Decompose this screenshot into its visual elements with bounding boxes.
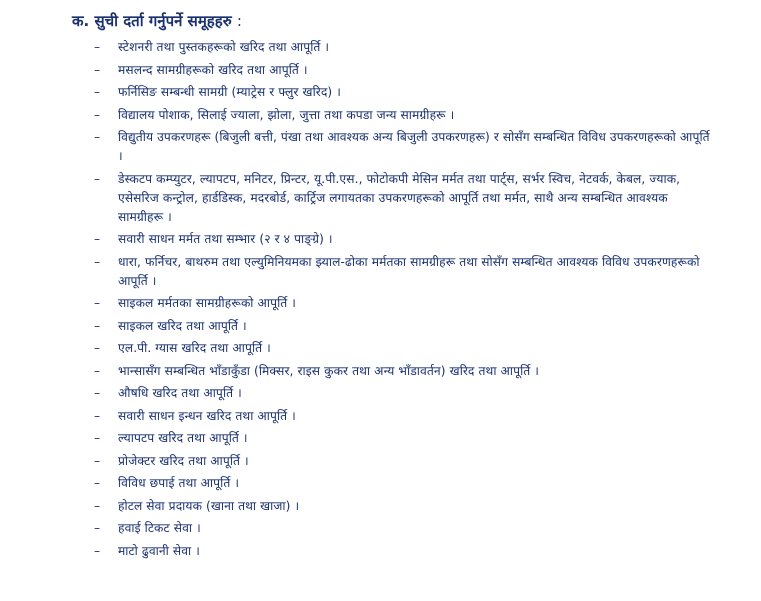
dash-bullet-icon: – <box>94 232 101 246</box>
dash-bullet-icon: – <box>94 62 101 77</box>
list-item-text: ल्यापटप खरिद तथा आपूर्ति । <box>118 431 248 445</box>
dash-bullet-icon: – <box>94 476 101 490</box>
list-item <box>94 128 714 166</box>
dash-bullet-icon: – <box>94 318 101 333</box>
dash-bullet-icon: – <box>94 431 101 445</box>
list-item-text: हवाई टिकट सेवा । <box>118 521 201 535</box>
list-item-text: सवारी साधन इन्धन खरिद तथा आपूर्ति । <box>118 408 296 423</box>
list-item <box>94 106 714 125</box>
list-item <box>94 230 714 249</box>
section-heading-text: क. सुची दर्ता गर्नुपर्ने समूहहरु <box>72 12 232 30</box>
dash-bullet-icon: – <box>94 408 101 423</box>
list-item-text: साइकल खरिद तथा आपूर्ति । <box>118 318 247 333</box>
dash-bullet-icon: – <box>94 107 101 122</box>
list-item-text: होटल सेवा प्रदायक (खाना तथा खाजा) । <box>118 498 300 513</box>
list-item <box>94 83 714 102</box>
list-item-text: विद्युतीय उपकरणहरू (बिजुली बत्ती, पंखा तथा आवश्यक अन्य बिजुली उपकरणहरू) र सोसँग सम्बन्धित विविध उपकरणहरूको आपूर्ति । <box>118 130 710 163</box>
dash-bullet-icon: – <box>94 85 101 99</box>
dash-bullet-icon: – <box>94 341 101 355</box>
list-item <box>94 170 714 227</box>
dash-bullet-icon: – <box>94 254 101 269</box>
list-item-text: औषधि खरिद तथा आपूर्ति । <box>118 386 242 400</box>
dash-bullet-icon: – <box>94 296 101 310</box>
list-item <box>94 429 714 448</box>
list-item-text: फर्निसिङ सम्बन्धी सामग्री (म्याट्रेस र फ्लुर खरिद) । <box>118 85 341 99</box>
list-item <box>94 294 714 313</box>
list-item-text: प्रोजेक्टर खरिद तथा आपूर्ति । <box>118 453 249 468</box>
procurement-category-list <box>94 38 714 564</box>
dash-bullet-icon: – <box>94 498 101 513</box>
dash-bullet-icon: – <box>94 521 101 535</box>
list-item <box>94 452 714 471</box>
list-item <box>94 61 714 80</box>
list-item-text: विद्यालय पोशाक, सिलाई ज्याला, झोला, जुत्ता तथा कपडा जन्य सामग्रीहरू । <box>118 107 455 122</box>
list-item-text: सवारी साधन मर्मत तथा सम्भार (२ र ४ पाङ्ग्रे) । <box>118 232 333 246</box>
list-item-text: डेस्कटप कम्प्युटर, ल्यापटप, मनिटर, प्रिन्टर, यू.पी.एस., फोटोकपी मेसिन मर्मत तथा पार्ट्स, सर्भर स्विच, नेटवर्क, केबल, ज्याक, एसेसरिज कन्ट्रोल, हार्डडिस्क, मदरबोर्ड, कार्ट्रिज लगायतका उपकरणहरूको आपूर्ति तथा मर्मत, साथै अन्य सम्बन्धित आवश्यक सामग्रीहरू । <box>118 171 681 224</box>
section-heading-colon: : <box>236 12 242 30</box>
dash-bullet-icon: – <box>94 453 101 468</box>
dash-bullet-icon: – <box>94 130 101 144</box>
list-item-text: मसलन्द सामग्रीहरूको खरिद तथा आपूर्ति । <box>118 62 308 77</box>
dash-bullet-icon: – <box>94 363 101 378</box>
list-item <box>94 407 714 426</box>
dash-bullet-icon: – <box>94 543 101 558</box>
list-item-text: स्टेशनरी तथा पुस्तकहरूको खरिद तथा आपूर्ति । <box>118 40 330 54</box>
dash-bullet-icon: – <box>94 386 101 400</box>
dash-bullet-icon: – <box>94 40 101 54</box>
list-item-text: भान्सासँग सम्बन्धित भाँडाकुँडा (मिक्सर, राइस कुकर तथा अन्य भाँडावर्तन) खरिद तथा आपूर्ति । <box>118 363 540 378</box>
list-item <box>94 542 714 561</box>
list-item <box>94 362 714 381</box>
list-item <box>94 519 714 538</box>
list-item-text: विविध छपाई तथा आपूर्ति । <box>118 476 240 490</box>
list-item <box>94 38 714 57</box>
list-item-text: माटो ढुवानी सेवा । <box>118 543 200 558</box>
list-item <box>94 384 714 403</box>
list-item <box>94 317 714 336</box>
list-item-text: धारा, फर्निचर, बाथरुम तथा एल्युमिनियमका झ्याल-ढोका मर्मतका सामग्रीहरू तथा सोसँग सम्बन्धित आवश्यक विविध उपकरणहरूको आपूर्ति । <box>118 254 700 288</box>
dash-bullet-icon: – <box>94 171 101 186</box>
list-item-text: साइकल मर्मतका सामग्रीहरूको आपूर्ति । <box>118 296 297 310</box>
list-item-text: एल.पी. ग्यास खरिद तथा आपूर्ति । <box>118 341 271 355</box>
list-item <box>94 474 714 493</box>
list-item <box>94 497 714 516</box>
list-item <box>94 339 714 358</box>
list-item <box>94 253 714 291</box>
section-heading <box>72 10 242 32</box>
